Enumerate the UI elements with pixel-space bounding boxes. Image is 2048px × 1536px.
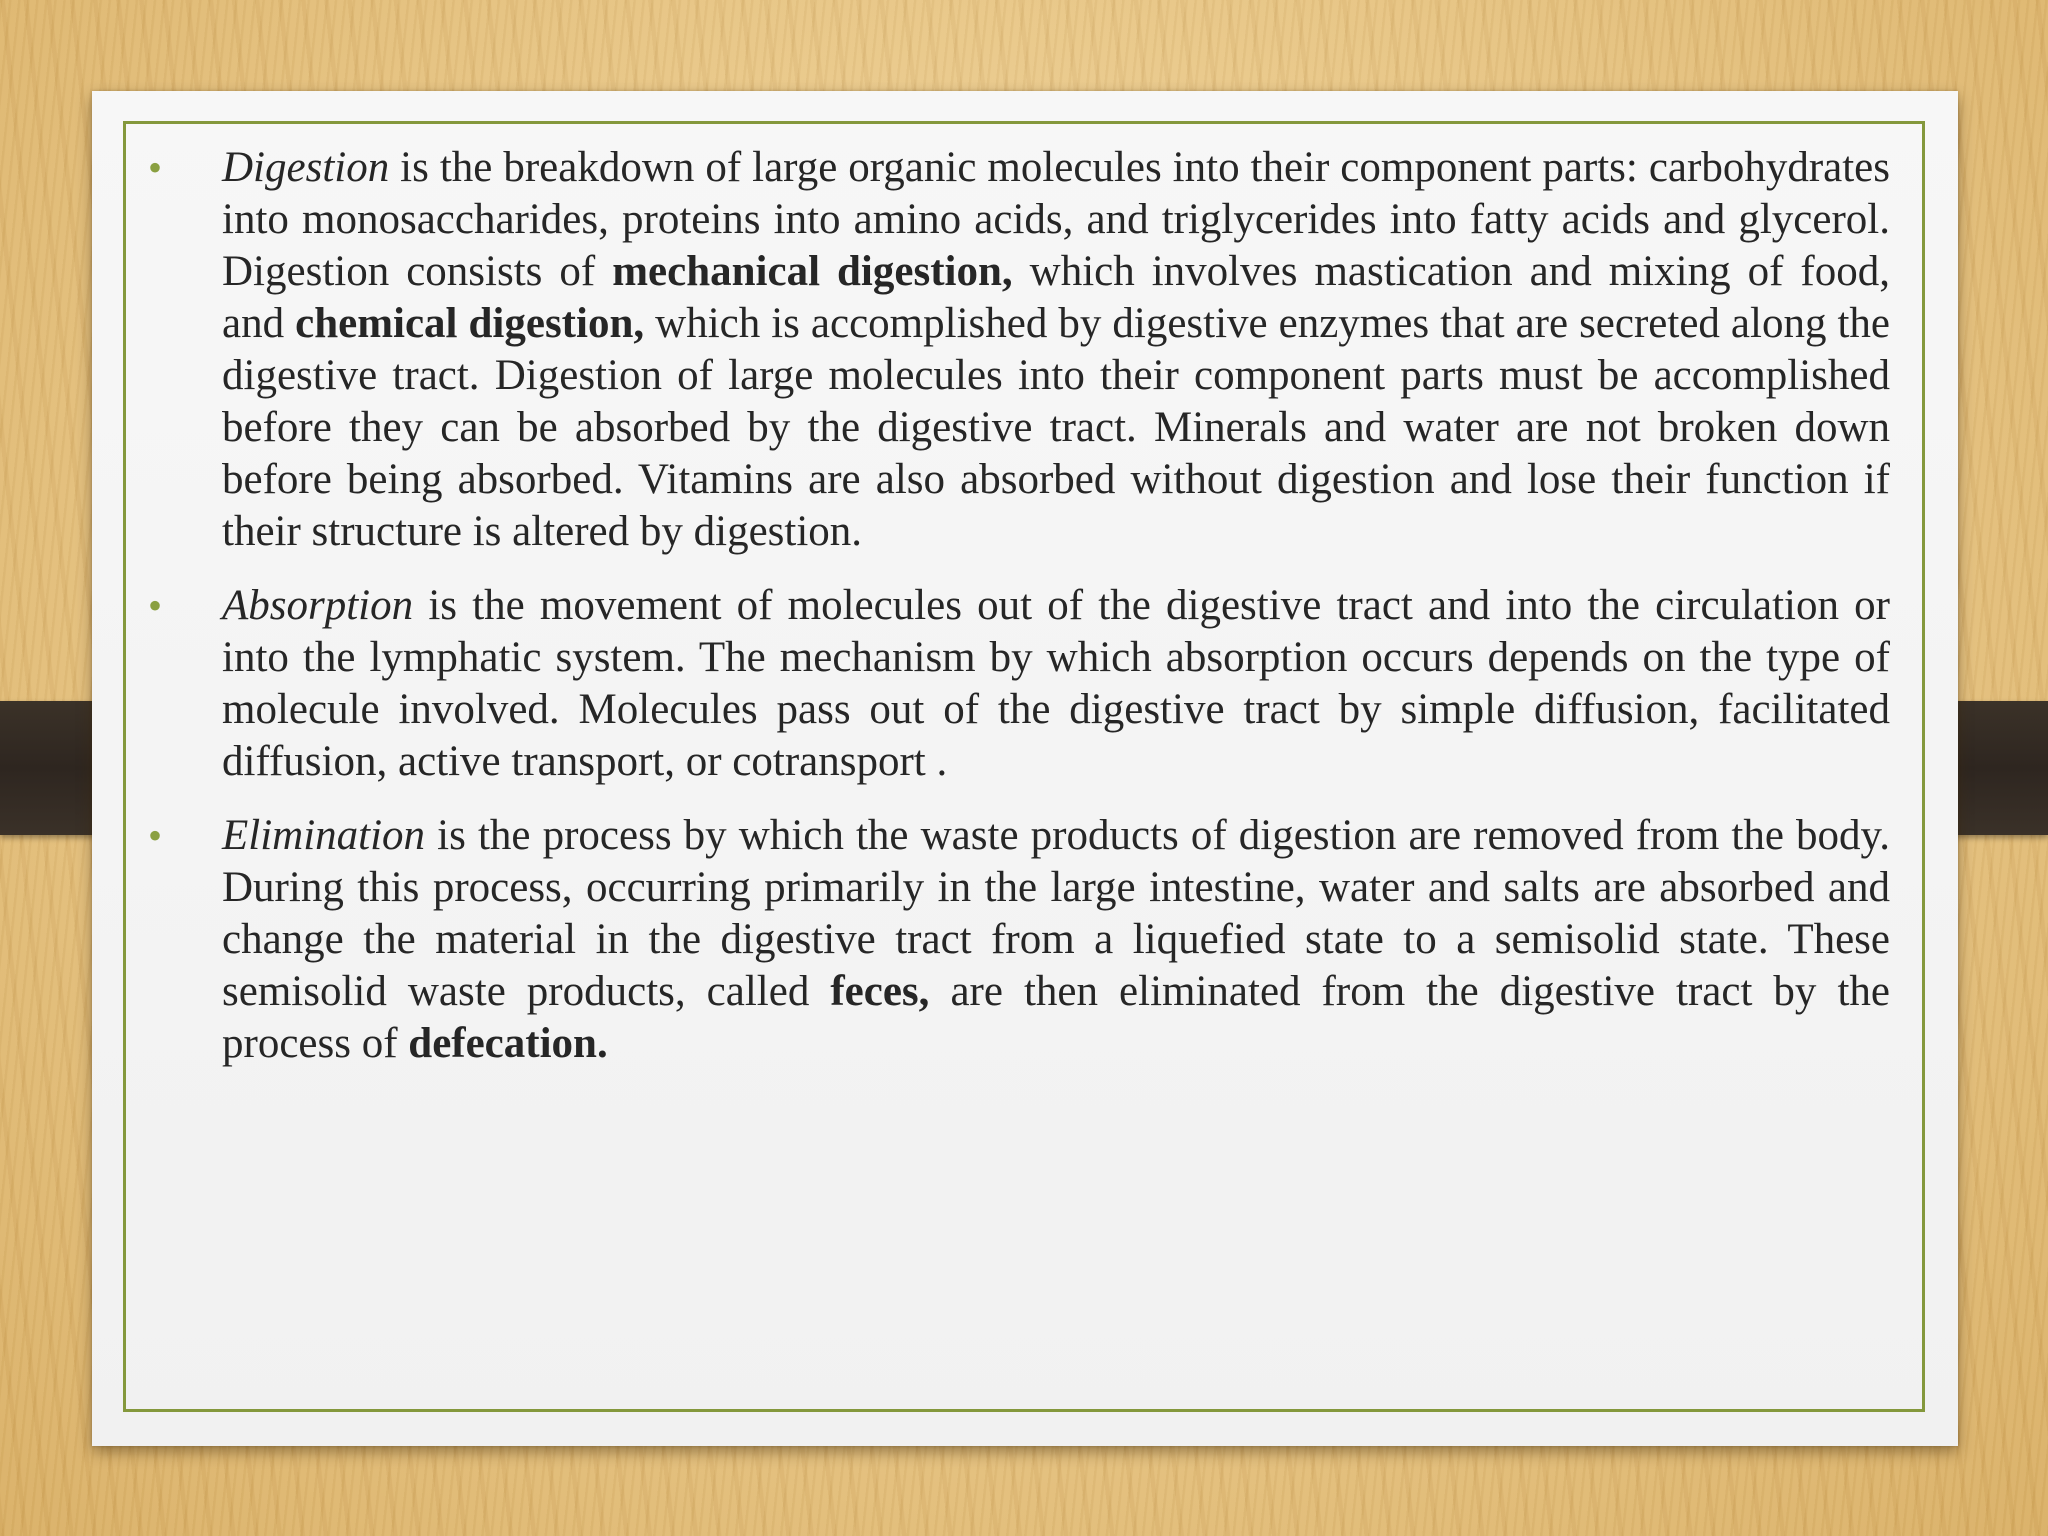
absorption-text-1: is the movement of molecules out of the digestive tract and into the circulation or into the lymphatic system. The mechanism by which absorption occurs depends on the type of molecule involved. Molecules pass out of the digestive tract by simple diffusion, facilitated diffusion, active transport, or cotransport . bbox=[222, 582, 1890, 785]
bullet-dot: • bbox=[148, 813, 163, 858]
term-chemical-digestion: chemical digestion, bbox=[295, 300, 645, 347]
term-absorption: Absorption bbox=[222, 582, 414, 629]
elimination-text-1: is the process by which the waste products of digestion are removed from the body. During this process, occurring primarily in the large intestine, water and salts are absorbed and change the material in the digestive tract from a liquefied state to a semisolid state. These semisolid waste products, called bbox=[222, 812, 1890, 1015]
bullet-dot: • bbox=[148, 583, 163, 628]
bullet-absorption bbox=[148, 580, 1890, 788]
term-mechanical-digestion: mechanical digestion, bbox=[612, 248, 1013, 295]
elimination-text-2: are then eliminated from the digestive tract by the process of bbox=[222, 968, 1890, 1067]
digestion-text-3: which is accomplished by digestive enzymes that are secreted along the digestive tract. Digestion of large molecules into their component parts must be accomplished before they can be absorbed by the digestive tract. Minerals and water are not broken down before being absorbed. Vitamins are also absorbed without digestion and lose their function if their structure is altered by digestion. bbox=[222, 300, 1890, 555]
term-feces: feces, bbox=[830, 968, 930, 1015]
bullet-digestion bbox=[148, 142, 1890, 558]
term-defecation: defecation. bbox=[408, 1020, 608, 1067]
absorption-paragraph bbox=[222, 580, 1890, 788]
slide-content bbox=[148, 142, 1890, 1092]
bullet-elimination bbox=[148, 810, 1890, 1070]
term-elimination: Elimination bbox=[222, 812, 426, 859]
term-digestion: Digestion bbox=[222, 144, 390, 191]
digestion-text-2: which involves mastication and mixing of food, and bbox=[222, 248, 1890, 347]
elimination-paragraph bbox=[222, 810, 1890, 1070]
digestion-paragraph bbox=[222, 142, 1890, 558]
bullet-dot: • bbox=[148, 145, 163, 190]
digestion-text-1: is the breakdown of large organic molecules into their component parts: carbohydrates into monosaccharides, proteins into amino acids, and triglycerides into fatty acids and glycerol. Digestion consists of bbox=[222, 144, 1890, 295]
